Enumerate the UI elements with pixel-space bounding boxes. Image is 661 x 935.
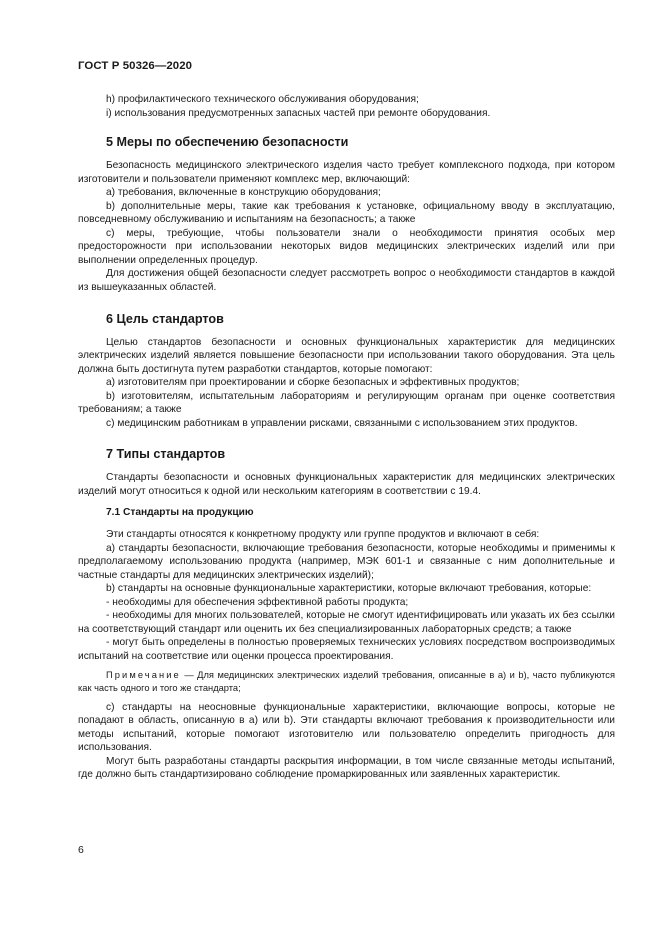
- list-item: a) стандарты безопасности, включающие требования безопасности, которые необходимы и применимы к предполагаемому использованию продукта (например, МЭК 601-1 и связанные с ним дополнительные и частные стандарты для медицинских электрических изделий);: [78, 542, 615, 581]
- list-item: c) медицинским работникам в управлении рисками, связанными с использованием этих продуктов.: [106, 417, 578, 429]
- note: [78, 669, 615, 695]
- paragraph: Целью стандартов безопасности и основных функциональных характеристик для медицинских электрических изделий является повышение безопасности при использовании такого оборудования. Эта цель должна быть достигнута путем разработки стандартов, которые помогают:: [78, 336, 615, 375]
- list-item: - необходимы для обеспечения эффективной работы продукта;: [106, 596, 409, 608]
- list-item: i) использования предусмотренных запасных частей при ремонте оборудования.: [106, 107, 491, 119]
- list-item: h) профилактического технического обслуживания оборудования;: [106, 94, 419, 105]
- section-6-heading: 6 Цель стандартов: [106, 311, 224, 326]
- subsection-7-1-heading: 7.1 Стандарты на продукцию: [106, 507, 254, 519]
- list-item: b) стандарты на основные функциональные характеристики, которые включают требования, которые:: [106, 583, 592, 595]
- document-code: ГОСТ Р 50326—2020: [78, 60, 193, 72]
- paragraph: Для достижения общей безопасности следует рассмотреть вопрос о необходимости стандартов в каждой из вышеуказанных областей.: [78, 268, 615, 294]
- list-item: a) изготовителям при проектировании и сборке безопасных и эффективных продуктов;: [106, 377, 520, 389]
- page-number: 6: [78, 844, 84, 856]
- paragraph: Безопасность медицинского электрического изделия часто требует комплексного подхода, при котором изготовители и пользователи применяют комплекс мер, включающий:: [78, 160, 615, 185]
- list-item: - могут быть определены в полностью проверяемых технических условиях посредством воспроизводимых испытаний на соответствие или оценки процесса проектирования.: [78, 637, 615, 662]
- paragraph: Эти стандарты относятся к конкретному продукту или группе продуктов и включают в себя:: [106, 529, 540, 541]
- document-body: [78, 93, 615, 782]
- list-item: c) стандарты на неосновные функциональные характеристики, включающие вопросы, которые не попадают в область, описанную в а) или b). Эти стандарты включают требования к производительности или методы испытаний, которые помогают изготовителю или пользователю определить пригодность для использования.: [78, 701, 615, 754]
- list-item: - необходимы для многих пользователей, которые не смогут идентифицировать или указать их без ссылки на соответствующий стандарт или оценить их без специализированных лабораторных средств; а также: [78, 610, 615, 635]
- list-item: b) дополнительные меры, такие как требования к установке, официальному вводу в эксплуатацию, повседневному обслуживанию и испытаниям на безопасность; а также: [78, 200, 615, 226]
- list-item: a) требования, включенные в конструкцию оборудования;: [106, 187, 381, 199]
- section-7-heading: 7 Типы стандартов: [106, 447, 226, 462]
- paragraph: Стандарты безопасности и основных функциональных характеристик для медицинских электрических изделий могут относиться к одной или нескольким категориям в соответствии с 19.4.: [78, 472, 615, 497]
- section-5-heading: 5 Меры по обеспечению безопасности: [106, 135, 349, 150]
- note-text: — Для медицинских электрических изделий требования, описанные в а) и b), часто публикуются как часть одного и того же стандарта;: [78, 669, 615, 693]
- list-item: c) меры, требующие, чтобы пользователи знали о необходимости принятия особых мер предосторожности при использовании некоторых видов медицинских электрических изделий или при выполнении определенных процедур.: [78, 227, 615, 266]
- note-label: Примечание: [106, 669, 181, 680]
- list-item: b) изготовителям, испытательным лабораториям и регулирующим органам при оценке соответствия требованиям; а также: [78, 390, 615, 416]
- paragraph: Могут быть разработаны стандарты раскрытия информации, в том числе связанные методы испытаний, где должно быть стандартизировано соблюдение промаркированных или заявленных характеристик.: [78, 755, 615, 781]
